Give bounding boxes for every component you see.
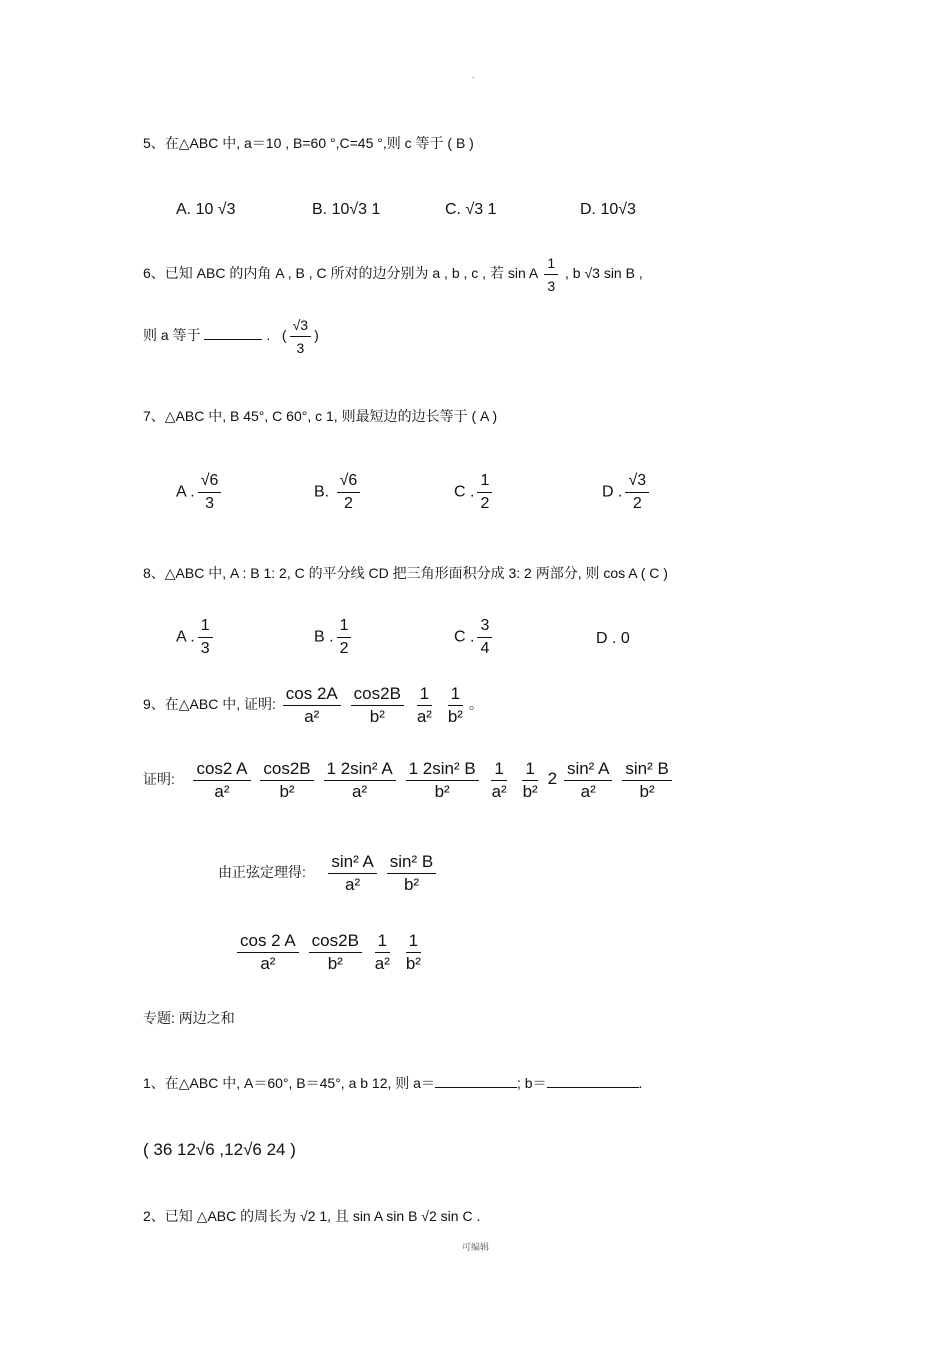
proof-f7	[564, 758, 613, 803]
q9-t4-den: b²	[447, 707, 463, 726]
q8-text: 8、△ABC 中, A : B 1: 2, C 的平分线 CD 把三角形面积分成 3: 2 两部分, 则 cos A ( C )	[143, 565, 668, 581]
q7-a-num: √6	[198, 470, 222, 493]
proof-f1-den: a²	[214, 782, 230, 801]
q9-term2	[351, 683, 404, 728]
q9-line	[143, 683, 483, 728]
p1-end: .	[638, 1075, 643, 1091]
q7-d-num: √3	[625, 470, 649, 493]
q9-t4-num: 1	[448, 683, 463, 706]
proof-f8	[622, 758, 671, 803]
proof-s1	[328, 851, 377, 896]
proof-line3	[234, 930, 427, 975]
q7-c-label: C .	[454, 483, 475, 501]
q7-option-c	[454, 470, 495, 515]
proof-f2-den: b²	[279, 782, 295, 801]
proof-f4-num: 1 2sin² B	[406, 758, 479, 781]
proof-line2	[218, 851, 439, 896]
q6-blank	[204, 325, 262, 340]
proof-f1-num: cos2 A	[193, 758, 250, 781]
q7-option-d	[602, 470, 652, 515]
q7-c-den: 2	[480, 495, 490, 512]
q8-a-frac	[198, 615, 213, 660]
q6-frac-num: 1	[544, 252, 558, 275]
proof-f8-den: b²	[639, 782, 655, 801]
q8-a-label: A .	[176, 628, 195, 646]
footer-note: 可编辑	[462, 1242, 490, 1252]
q6-text-after: , b √3 sin B ,	[565, 265, 643, 282]
proof-label: 证明:	[143, 771, 175, 788]
q8-c-den: 4	[480, 640, 490, 657]
q8-b-label: B .	[314, 628, 334, 646]
q5-option-b: B. 10√3 1	[312, 201, 381, 218]
proof-f4-den: b²	[434, 782, 450, 801]
proof-c3	[372, 930, 393, 975]
q9-term1	[283, 683, 341, 728]
q8-c-num: 3	[477, 615, 492, 638]
proof-s2	[387, 851, 436, 896]
proof-f8-num: sin² B	[622, 758, 671, 781]
q9-end: 。	[468, 696, 483, 713]
q7-c-frac	[477, 470, 492, 515]
proof-c3-num: 1	[375, 930, 390, 953]
q7-a-frac	[198, 470, 222, 515]
q9-term3	[414, 683, 435, 728]
sine-label: 由正弦定理得:	[218, 864, 306, 881]
proof-f3	[324, 758, 396, 803]
proof-c1-num: cos 2 A	[237, 930, 299, 953]
q7-option-a	[176, 470, 224, 515]
q7-text: 7、△ABC 中, B 45°, C 60°, c 1, 则最短边的边长等于 ( A )	[143, 408, 498, 424]
proof-s2-den: b²	[403, 875, 420, 894]
q9-t3-num: 1	[417, 683, 432, 706]
q9-t3-den: a²	[416, 707, 432, 726]
p1-blank-a	[435, 1073, 517, 1088]
p1-line	[143, 1073, 642, 1093]
proof-c4-den: b²	[405, 954, 421, 973]
proof-f3-num: 1 2sin² A	[324, 758, 396, 781]
q8-b-num: 1	[337, 615, 352, 638]
q9-term4	[445, 683, 466, 728]
q8-b-frac	[337, 615, 352, 660]
q5-option-c: C. √3 1	[445, 201, 497, 218]
q6-line1	[143, 252, 643, 297]
q7-option-b	[314, 470, 363, 515]
q9-t1-num: cos 2A	[283, 683, 341, 706]
q8-b-den: 2	[339, 640, 349, 657]
proof-c4-num: 1	[406, 930, 421, 953]
q7-d-label: D .	[602, 483, 623, 501]
q7-d-frac	[625, 470, 649, 515]
proof-f1	[193, 758, 250, 803]
q6-line2: 则 a 等于 . ( $\frac{√3}{3}$ )	[143, 314, 319, 359]
q9-label: 9、在△ABC 中, 证明:	[143, 696, 276, 713]
proof-f7-den: a²	[580, 782, 596, 801]
q5-option-a: A. 10 √3	[176, 201, 236, 218]
proof-s1-den: a²	[345, 875, 361, 894]
q9-t2-num: cos2B	[351, 683, 404, 706]
q6-line2-text: 则 a 等于	[143, 327, 201, 344]
q6-ans-num: √3	[290, 314, 311, 337]
q8-c-label: C .	[454, 628, 475, 646]
proof-c1	[237, 930, 299, 975]
proof-f2	[260, 758, 313, 803]
q8-option-d: D . 0	[596, 630, 630, 647]
q6-frac-den: 3	[547, 278, 556, 294]
q6-text: 6、已知 ABC 的内角 A , B , C 所对的边分别为 a , b , c , 若 sin A	[143, 265, 538, 282]
proof-f6-den: b²	[522, 782, 538, 801]
q8-c-frac	[477, 615, 492, 660]
p2-text: 2、已知 △ABC 的周长为 √2 1, 且 sin A sin B √2 sin C .	[143, 1208, 481, 1224]
proof-f5-den: a²	[491, 782, 507, 801]
proof-f4	[406, 758, 479, 803]
q9-t1-den: a²	[304, 707, 320, 726]
proof-two: 2	[547, 769, 558, 789]
q8-a-den: 3	[200, 640, 210, 657]
proof-c2-den: b²	[327, 954, 343, 973]
proof-s2-num: sin² B	[387, 851, 436, 874]
q7-b-den: 2	[343, 495, 353, 512]
q6-ans-den: 3	[296, 340, 305, 356]
topic-heading: 专题: 两边之和	[143, 1010, 235, 1026]
q6-answer	[290, 314, 311, 359]
q6-fraction	[544, 252, 558, 297]
proof-c3-den: a²	[374, 954, 390, 973]
q7-b-frac	[337, 470, 361, 515]
p1-mid: ; b＝	[516, 1075, 547, 1091]
q7-b-label: B.	[314, 483, 330, 501]
proof-c2-num: cos2B	[309, 930, 362, 953]
proof-f6	[520, 758, 541, 803]
q9-t2-den: b²	[369, 707, 385, 726]
proof-c1-den: a²	[260, 954, 276, 973]
q7-a-den: 3	[205, 495, 214, 512]
top-mark: .	[472, 70, 475, 80]
q7-a-label: A .	[176, 483, 195, 501]
proof-f3-den: a²	[352, 782, 368, 801]
q7-d-den: 2	[632, 495, 642, 512]
proof-line1	[143, 758, 675, 803]
q5-text: 5、在△ABC 中, a＝10 , B=60 °,C=45 °,则 c 等于 ( B )	[143, 135, 474, 151]
proof-c2	[309, 930, 362, 975]
p1-text: 1、在△ABC 中, A＝60°, B＝45°, a b 12, 则 a＝	[143, 1075, 435, 1091]
p1-blank-b	[547, 1073, 639, 1088]
q7-b-num: √6	[337, 470, 361, 493]
proof-f5	[489, 758, 510, 803]
p1-answer: ( 36 12√6 ,12√6 24 )	[143, 1140, 296, 1159]
proof-f7-num: sin² A	[564, 758, 613, 781]
q8-a-num: 1	[198, 615, 213, 638]
proof-f5-num: 1	[491, 758, 506, 781]
q5-option-d: D. 10√3	[580, 201, 636, 218]
proof-f6-num: 1	[522, 758, 537, 781]
proof-f2-num: cos2B	[260, 758, 313, 781]
q8-option-b	[314, 615, 354, 660]
proof-c4	[403, 930, 424, 975]
q8-option-a	[176, 615, 216, 660]
proof-s1-num: sin² A	[328, 851, 377, 874]
q7-c-num: 1	[477, 470, 492, 493]
q8-option-c	[454, 615, 495, 660]
